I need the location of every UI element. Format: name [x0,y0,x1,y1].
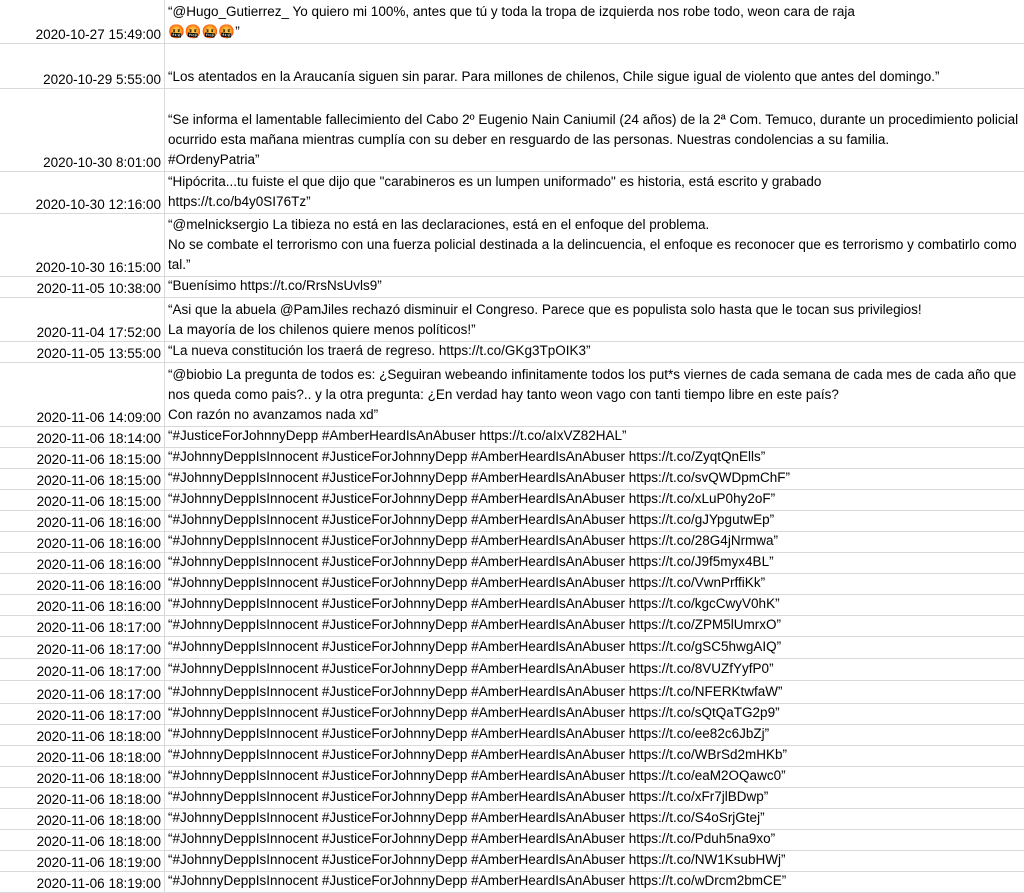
tweet-text: “Buenísimo https://t.co/RrsNsUvls9” [168,278,382,293]
date-cell[interactable]: 2020-11-04 17:52:00 [0,298,165,341]
date-cell[interactable]: 2020-11-06 18:17:00 [0,659,165,680]
date-cell[interactable]: 2020-11-06 18:18:00 [0,830,165,850]
tweet-text: “#JohnnyDeppIsInnocent #JusticeForJohnnyDepp #AmberHeardIsAnAbuser https://t.co/VwnPrffiKk” [168,575,766,590]
table-row[interactable] [0,469,1024,490]
table-row[interactable] [0,342,1024,363]
tweet-text: “#JohnnyDeppIsInnocent #JusticeForJohnnyDepp #AmberHeardIsAnAbuser https://t.co/Pduh5na9xo” [168,831,776,846]
text-cell[interactable] [165,553,1024,573]
tweet-text: “Los atentados en la Araucanía siguen sin parar. Para millones de chilenos, Chile sigue igual de violento que antes del domingo.” [168,69,940,84]
table-row[interactable] [0,44,1024,89]
table-row[interactable] [0,746,1024,767]
text-cell[interactable] [165,277,1024,297]
tweet-text: “#JohnnyDeppIsInnocent #JusticeForJohnnyDepp #AmberHeardIsAnAbuser https://t.co/xFr7jlBDwp” [168,789,769,804]
text-cell[interactable] [165,469,1024,489]
tweet-text: “#JohnnyDeppIsInnocent #JusticeForJohnnyDepp #AmberHeardIsAnAbuser https://t.co/NFERKtwfaW” [168,684,783,699]
text-cell[interactable] [165,637,1024,658]
tweet-text: “#JohnnyDeppIsInnocent #JusticeForJohnnyDepp #AmberHeardIsAnAbuser https://t.co/kgcCwyV0hK” [168,596,780,611]
date-cell[interactable]: 2020-10-30 16:15:00 [0,214,165,276]
date-cell[interactable]: 2020-11-06 18:18:00 [0,725,165,745]
text-cell[interactable] [165,298,1024,341]
table-row[interactable] [0,448,1024,469]
date-cell[interactable]: 2020-11-06 18:18:00 [0,746,165,766]
text-cell[interactable] [165,363,1024,426]
table-row[interactable] [0,214,1024,277]
table-row[interactable] [0,532,1024,553]
date-cell[interactable]: 2020-11-06 18:18:00 [0,788,165,808]
date-cell[interactable]: 2020-11-06 18:17:00 [0,681,165,703]
text-cell[interactable] [165,427,1024,447]
tweet-text: “#JohnnyDeppIsInnocent #JusticeForJohnnyDepp #AmberHeardIsAnAbuser https://t.co/J9f5myx4BL” [168,554,774,569]
text-cell[interactable] [165,616,1024,636]
tweet-text: “#JohnnyDeppIsInnocent #JusticeForJohnnyDepp #AmberHeardIsAnAbuser https://t.co/WBrSd2mHKb” [168,747,788,762]
table-row[interactable] [0,809,1024,830]
text-cell[interactable] [165,0,1024,43]
table-row[interactable] [0,511,1024,532]
table-row[interactable] [0,0,1024,44]
text-cell[interactable] [165,595,1024,615]
date-cell[interactable]: 2020-11-06 18:16:00 [0,553,165,573]
table-row[interactable] [0,363,1024,427]
tweet-text: “#JohnnyDeppIsInnocent #JusticeForJohnnyDepp #AmberHeardIsAnAbuser https://t.co/ZPM5lUmrxO” [168,617,782,632]
tweet-text: “#JusticeForJohnnyDepp #AmberHeardIsAnAbuser https://t.co/aIxVZ82HAL” [168,428,627,443]
tweet-text: “#JohnnyDeppIsInnocent #JusticeForJohnnyDepp #AmberHeardIsAnAbuser https://t.co/S4oSrjGtej” [168,810,765,825]
tweet-text: “#JohnnyDeppIsInnocent #JusticeForJohnnyDepp #AmberHeardIsAnAbuser https://t.co/wDrcm2bmCE” [168,873,787,888]
table-row[interactable] [0,277,1024,298]
tweet-text: “#JohnnyDeppIsInnocent #JusticeForJohnnyDepp #AmberHeardIsAnAbuser https://t.co/gSC5hwgAIQ” [168,639,782,654]
tweet-text: “@Hugo_Gutierrez_ Yo quiero mi 100%, antes que tú y toda la tropa de izquierda nos robe todo, weon cara de raja 🤬🤬🤬🤬” [168,4,855,39]
table-row[interactable] [0,427,1024,448]
date-cell[interactable]: 2020-11-06 18:16:00 [0,595,165,615]
tweet-text: “#JohnnyDeppIsInnocent #JusticeForJohnnyDepp #AmberHeardIsAnAbuser https://t.co/NW1KsubHWj” [168,852,786,867]
text-cell[interactable] [165,851,1024,871]
text-cell[interactable] [165,788,1024,808]
text-cell[interactable] [165,681,1024,703]
text-cell[interactable] [165,172,1024,213]
date-cell[interactable]: 2020-11-06 18:17:00 [0,704,165,724]
date-cell[interactable]: 2020-11-06 18:19:00 [0,872,165,892]
text-cell[interactable] [165,830,1024,850]
date-cell[interactable]: 2020-11-06 18:16:00 [0,532,165,552]
table-row[interactable] [0,616,1024,637]
text-cell[interactable] [165,767,1024,787]
date-cell[interactable]: 2020-11-06 18:17:00 [0,637,165,658]
tweet-text: “#JohnnyDeppIsInnocent #JusticeForJohnnyDepp #AmberHeardIsAnAbuser https://t.co/ee82c6JbZj” [168,726,770,741]
date-cell[interactable]: 2020-11-06 18:16:00 [0,511,165,531]
tweet-text: “#JohnnyDeppIsInnocent #JusticeForJohnnyDepp #AmberHeardIsAnAbuser https://t.co/ZyqtQnElls” [168,449,766,464]
tweet-text: “La nueva constitución los traerá de regreso. https://t.co/GKg3TpOIK3” [168,343,591,358]
table-row[interactable] [0,89,1024,172]
table-row[interactable] [0,851,1024,872]
text-cell[interactable] [165,448,1024,468]
date-cell[interactable]: 2020-11-06 14:09:00 [0,363,165,426]
tweet-text: “@biobio La pregunta de todos es: ¿Seguiran webeando infinitamente todos los put*s viernes de cada semana de cada mes de cada año que nos queda como pais?.. y la otra pregunta: ¿En verdad hay tanto weon vago con tanti tiempo libre en este país? Con razón no avanzamos nada xd” [168,367,1017,422]
text-cell[interactable] [165,511,1024,531]
date-cell[interactable]: 2020-10-29 5:55:00 [0,44,165,88]
date-cell[interactable]: 2020-10-30 8:01:00 [0,89,165,171]
tweet-text: “Asi que la abuela @PamJiles rechazó disminuir el Congreso. Parece que es populista solo hasta que le tocan sus privilegios! La mayoría de los chilenos quiere menos políticos!” [168,302,922,337]
text-cell[interactable] [165,342,1024,362]
text-cell[interactable] [165,659,1024,680]
text-cell[interactable] [165,809,1024,829]
text-cell[interactable] [165,725,1024,745]
date-cell[interactable]: 2020-11-06 18:18:00 [0,767,165,787]
table-row[interactable] [0,872,1024,893]
table-row[interactable] [0,767,1024,788]
table-row[interactable] [0,172,1024,214]
tweet-text: “#JohnnyDeppIsInnocent #JusticeForJohnnyDepp #AmberHeardIsAnAbuser https://t.co/sQtQaTG2p9” [168,705,780,720]
text-cell[interactable] [165,44,1024,88]
tweet-text: “#JohnnyDeppIsInnocent #JusticeForJohnnyDepp #AmberHeardIsAnAbuser https://t.co/xLuP0hy2oF” [168,491,776,506]
table-row[interactable] [0,553,1024,574]
table-row[interactable] [0,298,1024,342]
text-cell[interactable] [165,704,1024,724]
text-cell[interactable] [165,574,1024,594]
table-row[interactable] [0,830,1024,851]
table-row[interactable] [0,681,1024,704]
tweet-text: “#JohnnyDeppIsInnocent #JusticeForJohnnyDepp #AmberHeardIsAnAbuser https://t.co/8VUZfYyfP0” [168,661,774,676]
tweet-text: “#JohnnyDeppIsInnocent #JusticeForJohnnyDepp #AmberHeardIsAnAbuser https://t.co/gJYpgutwEp” [168,512,775,527]
text-cell[interactable] [165,746,1024,766]
date-cell[interactable]: 2020-11-06 18:19:00 [0,851,165,871]
tweet-text: “Hipócrita...tu fuiste el que dijo que "carabineros es un lumpen uniformado" es historia, está escrito y grabado https://t.co/b4y0SI76Tz” [168,174,822,209]
table-row[interactable] [0,788,1024,809]
date-cell[interactable]: 2020-11-06 18:17:00 [0,616,165,636]
table-row[interactable] [0,725,1024,746]
table-row[interactable] [0,637,1024,659]
text-cell[interactable] [165,89,1024,171]
tweet-text: “#JohnnyDeppIsInnocent #JusticeForJohnnyDepp #AmberHeardIsAnAbuser https://t.co/28G4jNrmwa” [168,533,779,548]
date-cell[interactable]: 2020-10-30 12:16:00 [0,172,165,213]
date-cell[interactable]: 2020-11-06 18:16:00 [0,574,165,594]
text-cell[interactable] [165,872,1024,892]
date-cell[interactable]: 2020-11-06 18:18:00 [0,809,165,829]
date-cell[interactable]: 2020-11-06 18:15:00 [0,469,165,489]
table-row[interactable] [0,595,1024,616]
table-row[interactable] [0,574,1024,595]
date-cell[interactable]: 2020-11-05 10:38:00 [0,277,165,297]
text-cell[interactable] [165,490,1024,510]
table-row[interactable] [0,659,1024,681]
date-cell[interactable]: 2020-10-27 15:49:00 [0,0,165,43]
text-cell[interactable] [165,532,1024,552]
table-row[interactable] [0,490,1024,511]
tweet-text: “#JohnnyDeppIsInnocent #JusticeForJohnnyDepp #AmberHeardIsAnAbuser https://t.co/eaM2OQawc0” [168,768,786,783]
tweet-text: “#JohnnyDeppIsInnocent #JusticeForJohnnyDepp #AmberHeardIsAnAbuser https://t.co/svQWDpmChF” [168,470,791,485]
tweet-text: “Se informa el lamentable fallecimiento del Cabo 2º Eugenio Nain Caniumil (24 años) de la 2ª Com. Temuco, durante un procedimiento policial ocurrido esta mañana mientras cumplía con su deber en resguardo de las personas. Nuestras condolencias a su familia. #OrdenyPatria” [168,112,1019,167]
date-cell[interactable]: 2020-11-05 13:55:00 [0,342,165,362]
text-cell[interactable] [165,214,1024,276]
table-row[interactable] [0,704,1024,725]
date-cell[interactable]: 2020-11-06 18:14:00 [0,427,165,447]
date-cell[interactable]: 2020-11-06 18:15:00 [0,490,165,510]
tweet-text: “@melnicksergio La tibieza no está en las declaraciones, está en el enfoque del problema. No se combate el terrorismo con una fuerza policial destinada a la delincuencia, el enfoque es reconocer que es terrorismo y combatirlo como tal.” [168,217,1017,272]
date-cell[interactable]: 2020-11-06 18:15:00 [0,448,165,468]
